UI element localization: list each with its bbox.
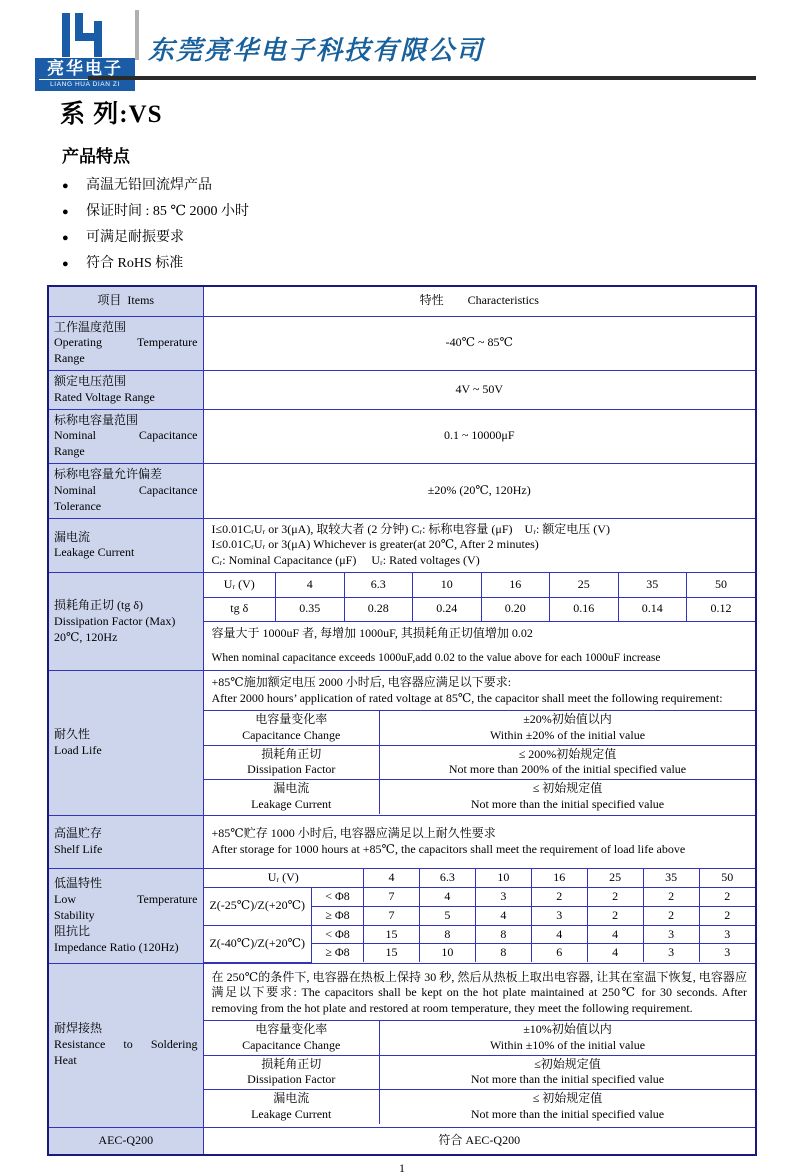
label-line: 标称电容量范围 [54, 412, 139, 427]
item-spec-cell [380, 745, 756, 780]
value-cell [203, 671, 756, 816]
shelf-life-desc-en: After storage for 1000 hours at +85℃, the capacitors shall meet the requirement of load life above [211, 842, 686, 857]
ratio-cell: 15 [364, 925, 420, 944]
ratio-cell: 2 [699, 887, 755, 906]
logo-name-en: LIANG HUA DIAN ZI [39, 79, 131, 89]
item-name-cn: 损耗角正切 [261, 746, 322, 761]
item-spec-cn: ≤初始规定值 [534, 1056, 601, 1071]
page-number: 1 [399, 1161, 405, 1176]
series-title: 系 列:VS [60, 101, 163, 128]
voltage-cell: 25 [587, 869, 643, 887]
row-rated-voltage [48, 370, 756, 409]
item-spec-en: Not more than the initial specified value [470, 1072, 665, 1087]
bullet-icon: ● [62, 180, 69, 192]
soldering-description: 在 250℃的条件下, 电容器在热板上保持 30 秒, 然后从热板上取出电容器, 让其在室温下恢复, 电容器应满足以下要求: The capacitors shall be kept on the hot plate maintained at 250℃ for 30 seconds. After removing from the hot plate and restored at room temperature, they meet the following requirement. [204, 967, 756, 1021]
voltage-header-cell: Uᵣ (V) [204, 573, 276, 597]
item-spec-en: Not more than the initial specified value [470, 1107, 665, 1122]
item-name-cn: 损耗角正切 [261, 1056, 322, 1071]
row-load-life [48, 671, 756, 816]
items-header: 项目 Items [48, 286, 203, 316]
voltage-cell: 10 [475, 869, 531, 887]
feature-list [62, 173, 794, 277]
value-cell: -40℃ ~ 85℃ [203, 316, 756, 370]
row-aec-q200 [48, 1127, 756, 1155]
label-line: Rated Voltage Range [54, 389, 155, 404]
tgd-note-en: When nominal capacitance exceeds 1000uF,add 0.02 to the value above for each 1000uF increase [211, 651, 661, 664]
load-life-item-row [204, 711, 756, 745]
ratio-cell: 8 [419, 925, 475, 944]
voltage-cell: 35 [643, 869, 699, 887]
ratio-cell: 4 [419, 887, 475, 906]
label-cell [48, 816, 203, 869]
item-name-cn: 漏电流 [273, 1091, 310, 1106]
label-line: Heat [54, 1053, 77, 1068]
tgd-value-cell: 0.20 [481, 597, 550, 621]
label-line: 额定电压范围 [54, 373, 127, 388]
label-line: 阻抗比 [54, 923, 91, 938]
case-size-cell: ≥ Φ8 [312, 944, 364, 962]
label-line: 高温贮存 [54, 826, 103, 841]
load-life-item-row [204, 780, 756, 814]
value-cell: 4V ~ 50V [203, 370, 756, 409]
label-line: 耐久性 [54, 727, 91, 742]
label-line: Impedance Ratio (120Hz) [54, 939, 179, 954]
label-cell [48, 409, 203, 463]
ratio-cell: 6 [531, 944, 587, 962]
row-shelf-life [48, 816, 756, 869]
label-line: Load Life [54, 743, 102, 758]
row-leakage-current [48, 518, 756, 572]
impedance-spec-cell: Z(-40℃)/Z(+20℃) [204, 925, 312, 962]
item-spec-cell [380, 1055, 756, 1090]
company-name: 东莞亮华电子科技有限公司 [148, 36, 485, 65]
item-spec-cell [380, 711, 756, 745]
voltage-cell: 4 [364, 869, 420, 887]
item-spec-en: Not more than 200% of the initial specified value [448, 762, 687, 777]
ratio-cell: 4 [587, 944, 643, 962]
load-life-table [204, 711, 756, 814]
ratio-cell: 2 [587, 906, 643, 925]
ratio-cell: 7 [364, 887, 420, 906]
voltage-cell: 4 [276, 573, 345, 597]
item-name-en: Dissipation Factor [247, 762, 336, 777]
tgd-voltage-row [204, 573, 756, 597]
shelf-life-desc-cn: +85℃贮存 1000 小时后, 电容器应满足以上耐久性要求 [211, 826, 496, 841]
ratio-cell: 4 [531, 925, 587, 944]
item-name-cn: 电容量变化率 [255, 1021, 328, 1036]
label-line: Nominal Capacitance [54, 428, 198, 443]
item-name-cn: 电容量变化率 [255, 711, 328, 726]
label-cell [48, 464, 203, 518]
tgd-value-cell: 0.35 [276, 597, 345, 621]
logo-name-cn: 亮华电子 [47, 59, 123, 78]
tgd-value-cell: 0.28 [344, 597, 413, 621]
label-cell: AEC-Q200 [48, 1127, 203, 1155]
feature-text: 保证时间 : 85 ℃ 2000 小时 [86, 204, 250, 219]
item-name-en: Capacitance Change [242, 1037, 341, 1052]
soldering-item-row [204, 1021, 756, 1055]
row-nominal-capacitance [48, 409, 756, 463]
tgd-value-cell: 0.16 [550, 597, 619, 621]
ratio-cell: 2 [643, 887, 699, 906]
label-cell [48, 963, 203, 1127]
label-line: 标称电容量允许偏差 [54, 467, 163, 482]
label-cell [48, 869, 203, 964]
row-capacitance-tolerance [48, 464, 756, 518]
value-cell: 0.1 ~ 10000μF [203, 409, 756, 463]
low-temp-voltage-row [204, 869, 756, 887]
header-rule [88, 76, 756, 80]
label-cell [48, 370, 203, 409]
ratio-cell: 15 [364, 944, 420, 962]
value-cell [203, 963, 756, 1127]
tgd-value-row [204, 597, 756, 621]
label-cell [48, 573, 203, 671]
label-line: Tolerance [54, 498, 102, 513]
soldering-item-row [204, 1090, 756, 1124]
page-header [0, 0, 794, 88]
tgd-row-label: tg δ [204, 597, 276, 621]
item-name-en: Capacitance Change [242, 727, 341, 742]
item-spec-en: Within ±20% of the initial value [489, 727, 646, 742]
features-title: 产品特点 [62, 147, 130, 166]
tgd-value-cell: 0.24 [413, 597, 482, 621]
item-name-cell [204, 1090, 380, 1124]
ratio-cell: 3 [699, 944, 755, 962]
bullet-icon: ● [62, 206, 69, 218]
impedance-row [204, 887, 756, 906]
logo-text-band [35, 58, 135, 91]
ratio-cell: 10 [419, 944, 475, 962]
label-line: Nominal Capacitance [54, 482, 198, 497]
item-spec-cn: ±20%初始值以内 [523, 711, 612, 726]
soldering-item-row [204, 1055, 756, 1090]
ratio-cell: 3 [699, 925, 755, 944]
ratio-cell: 8 [475, 944, 531, 962]
ratio-cell: 2 [587, 887, 643, 906]
item-spec-cell [380, 1021, 756, 1055]
voltage-cell: 35 [618, 573, 687, 597]
ratio-cell: 3 [475, 887, 531, 906]
label-line: Range [54, 444, 85, 459]
item-name-en: Dissipation Factor [247, 1072, 336, 1087]
label-line: Leakage Current [54, 545, 135, 560]
voltage-cell: 10 [413, 573, 482, 597]
label-line: Resistance to Soldering [54, 1037, 198, 1052]
ratio-cell: 2 [643, 906, 699, 925]
tgd-value-cell: 0.14 [618, 597, 687, 621]
row-operating-temperature [48, 316, 756, 370]
spec-table [47, 285, 757, 1156]
ratio-cell: 3 [643, 925, 699, 944]
tgd-note-cn: 容量大于 1000uF 者, 每增加 1000uF, 其损耗角正切值增加 0.02 [211, 626, 533, 641]
label-line: Operating Temperature [54, 335, 198, 350]
label-line: Stability [54, 908, 95, 922]
leakage-line: I≤0.01CᵣUᵣ or 3(μA), 取较大者 (2 分钟) Cᵣ: 标称电容量 (μF) Uᵣ: 额定电压 (V) [211, 521, 610, 536]
ratio-cell: 4 [587, 925, 643, 944]
voltage-cell: 50 [699, 869, 755, 887]
label-line: 漏电流 [54, 529, 91, 544]
item-name-cell [204, 780, 380, 814]
label-cell [48, 518, 203, 572]
leakage-line: I≤0.01CᵣUᵣ or 3(μA) Whichever is greater(at 20℃, After 2 minutes) [211, 537, 539, 552]
item-spec-en: Within ±10% of the initial value [489, 1037, 646, 1052]
item-name-en: Leakage Current [251, 1107, 332, 1122]
label-line: Low Temperature [54, 892, 198, 907]
label-cell [48, 316, 203, 370]
voltage-header-cell: Uᵣ (V) [204, 869, 364, 887]
voltage-cell: 50 [687, 573, 756, 597]
case-size-cell: ≥ Φ8 [312, 906, 364, 925]
item-spec-cell [380, 1090, 756, 1124]
label-line: Shelf Life [54, 842, 103, 857]
item-name-cell [204, 1021, 380, 1055]
item-spec-en: Not more than the initial specified value [470, 797, 665, 812]
ratio-cell: 3 [643, 944, 699, 962]
value-cell [203, 869, 756, 964]
ratio-cell: 3 [531, 906, 587, 925]
item-name-cn: 漏电流 [273, 781, 310, 796]
item-spec-cn: ≤ 初始规定值 [532, 1091, 603, 1106]
label-line: 低温特性 [54, 876, 103, 891]
value-cell: ±20% (20℃, 120Hz) [203, 464, 756, 518]
case-size-cell: < Φ8 [312, 925, 364, 944]
ratio-cell: 2 [699, 906, 755, 925]
label-cell [48, 671, 203, 816]
voltage-cell: 16 [481, 573, 550, 597]
label-line: 工作温度范围 [54, 319, 127, 334]
voltage-cell: 25 [550, 573, 619, 597]
impedance-spec-cell: Z(-25℃)/Z(+20℃) [204, 887, 312, 925]
item-name-cell [204, 745, 380, 780]
row-low-temperature [48, 869, 756, 964]
tgd-note [204, 621, 756, 670]
item-spec-cn: ±10%初始值以内 [523, 1021, 612, 1036]
label-line: 20℃, 120Hz [54, 629, 118, 644]
feature-text: 高温无铅回流焊产品 [86, 178, 212, 193]
voltage-cell: 16 [531, 869, 587, 887]
bullet-icon: ● [62, 232, 69, 244]
item-name-cell [204, 1055, 380, 1090]
feature-item [62, 173, 794, 199]
label-line: 损耗角正切 (tg δ) [54, 597, 143, 612]
leakage-line: Cᵣ: Nominal Capacitance (μF) Uᵣ: Rated voltages (V) [211, 553, 480, 568]
row-dissipation-factor [48, 573, 756, 671]
label-line: 耐焊接热 [54, 1021, 103, 1036]
item-name-cell [204, 711, 380, 745]
item-spec-cn: ≤ 200%初始规定值 [518, 746, 617, 761]
item-spec-cell [380, 780, 756, 814]
ratio-cell: 8 [475, 925, 531, 944]
table-header-row [48, 286, 756, 316]
value-cell: 符合 AEC-Q200 [203, 1127, 756, 1155]
tgd-value-cell: 0.12 [687, 597, 756, 621]
voltage-cell: 6.3 [419, 869, 475, 887]
voltage-cell: 6.3 [344, 573, 413, 597]
row-soldering-heat [48, 963, 756, 1127]
logo-lh-glyph-icon [56, 12, 114, 58]
load-life-item-row [204, 745, 756, 780]
value-cell [203, 518, 756, 572]
ratio-cell: 5 [419, 906, 475, 925]
soldering-table [204, 1021, 756, 1124]
characteristics-header: 特性 Characteristics [203, 286, 756, 316]
tgd-table [204, 573, 756, 621]
feature-text: 可满足耐振要求 [86, 230, 184, 245]
load-life-desc-en: After 2000 hours’ application of rated voltage at 85℃, the capacitor shall meet the following requirement: [211, 691, 723, 706]
ratio-cell: 7 [364, 906, 420, 925]
bullet-icon: ● [62, 258, 69, 270]
feature-item [62, 225, 794, 251]
case-size-cell: < Φ8 [312, 887, 364, 906]
feature-item [62, 251, 794, 277]
label-line: Dissipation Factor (Max) [54, 613, 176, 628]
item-spec-cn: ≤ 初始规定值 [532, 781, 603, 796]
feature-item [62, 199, 794, 225]
ratio-cell: 2 [531, 887, 587, 906]
label-line: Range [54, 351, 85, 366]
load-life-desc-cn: +85℃施加额定电压 2000 小时后, 电容器应满足以下要求: [211, 675, 512, 690]
feature-text: 符合 RoHS 标准 [86, 256, 184, 271]
load-life-description [204, 672, 756, 711]
value-cell [203, 816, 756, 869]
ratio-cell: 4 [475, 906, 531, 925]
impedance-ratio-table [204, 869, 756, 963]
impedance-row [204, 925, 756, 944]
value-cell [203, 573, 756, 671]
logo-lh-icon [35, 8, 135, 58]
item-name-en: Leakage Current [251, 797, 332, 812]
